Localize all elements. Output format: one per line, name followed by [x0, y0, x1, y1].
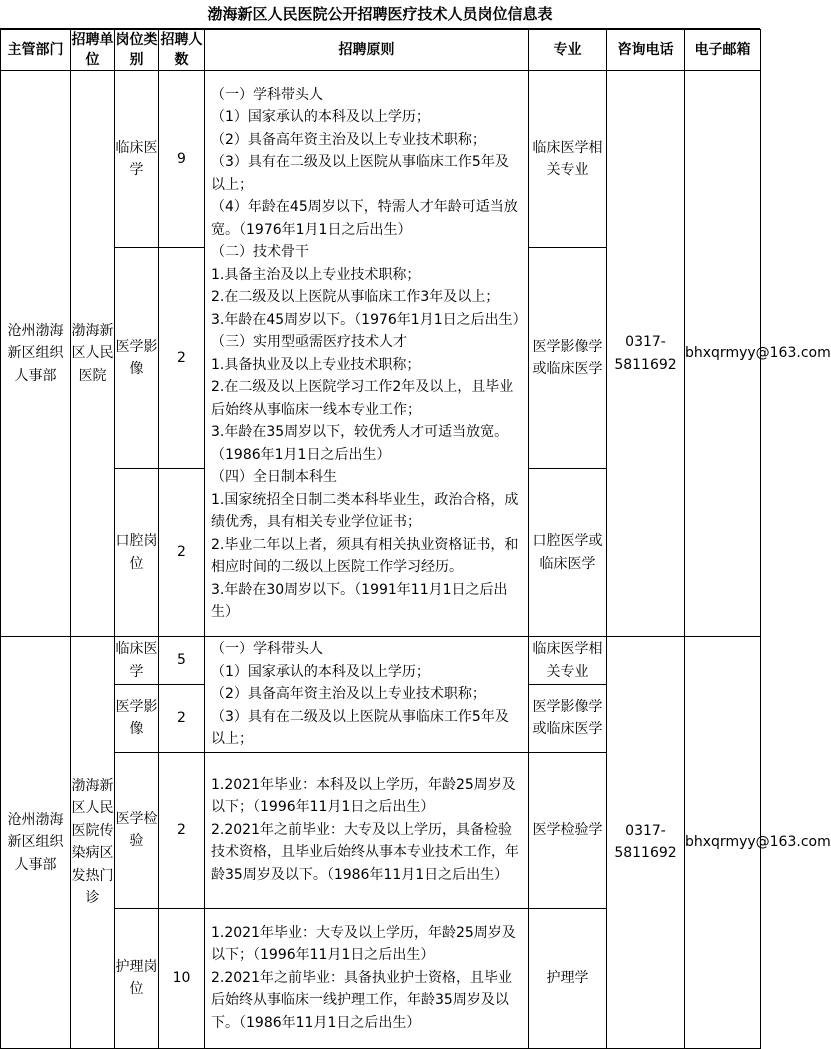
count-cell: 2 [159, 248, 205, 469]
header-email: 电子邮箱 [685, 30, 761, 71]
principle-line: 1.具备主治及以上专业技术职称； [211, 266, 421, 283]
header-count: 招聘人数 [159, 30, 205, 71]
table-row [1, 637, 761, 685]
category-cell: 护理岗位 [115, 908, 159, 1048]
header-phone: 咨询电话 [607, 30, 685, 71]
category-cell: 医学检验 [115, 752, 159, 908]
header-category: 岗位类别 [115, 30, 159, 71]
principle-line: 1.国家统招全日制二类本科毕业生，政治合格，成绩优秀，具有相关专业学位证书； [211, 491, 519, 530]
category-cell: 临床医学 [115, 71, 159, 248]
principle-line: 3.年龄在45周岁以下。（1976年1月1日之后出生） [211, 311, 527, 328]
count-cell: 10 [159, 908, 205, 1048]
major-cell: 医学影像学或临床医学 [529, 248, 607, 469]
header-major: 专业 [529, 30, 607, 71]
principle-line: 1.具备执业及以上专业技术职称； [211, 356, 421, 373]
unit-cell: 渤海新区人民医院传染病区发热门诊 [71, 637, 115, 1049]
major-cell: 医学影像学或临床医学 [529, 685, 607, 752]
category-cell: 口腔岗位 [115, 469, 159, 637]
category-cell: 医学影像 [115, 685, 159, 752]
principle-line: （2）具备高年资主治及以上专业技术职称； [211, 131, 486, 148]
major-cell: 医学检验学 [529, 752, 607, 908]
principle-cell [205, 71, 529, 637]
count-cell: 5 [159, 637, 205, 685]
dept-cell: 沧州渤海新区组织人事部 [1, 637, 71, 1049]
principle-line: 2.在二级及以上医院从事临床工作3年及以上； [211, 289, 500, 305]
principle-cell [205, 752, 529, 908]
principle-line: 3.年龄在35周岁以下，较优秀人才可适当放宽。（1986年1月1日之后出生） [211, 424, 509, 463]
principle-cell [205, 637, 529, 753]
principle-line: 1.2021年毕业：大专及以上学历，年龄25周岁及以下；（1996年11月1日之后出生） [211, 924, 516, 964]
principle-line: 2.2021年之前毕业：具备执业护士资格，且毕业后始终从事临床一线护理工作，年龄35周岁及以下。（1986年11月1日之后出生） [211, 969, 512, 1031]
count-cell: 9 [159, 71, 205, 248]
major-cell: 护理学 [529, 908, 607, 1048]
table-row [1, 71, 761, 248]
principle-line: （一）学科带头人 [211, 86, 323, 103]
principle-line: （4）年龄在45周岁以下，特需人才年龄可适当放宽。（1976年1月1日之后出生） [211, 199, 518, 238]
header-unit: 招聘单位 [71, 30, 115, 71]
table-title: 渤海新区人民医院公开招聘医疗技术人员岗位信息表 [0, 0, 760, 29]
principle-line: （二）技术骨干 [211, 244, 309, 260]
count-cell: 2 [159, 685, 205, 752]
principle-line: （三）实用型亟需医疗技术人才 [211, 334, 407, 350]
header-principle: 招聘原则 [205, 30, 529, 71]
principle-line: 2.毕业二年以上者，须具有相关执业资格证书，和相应时间的二级以上医院工作学习经历。 [211, 536, 519, 575]
principle-line: （1）国家承认的本科及以上学历； [211, 663, 430, 680]
principle-line: 3.年龄在30周岁以下。（1991年11月1日之后出生） [211, 581, 508, 620]
email-cell: bhxqrmyy@163.com [685, 71, 761, 637]
phone-cell: 0317-5811692 [607, 637, 685, 1049]
major-cell: 临床医学相关专业 [529, 637, 607, 685]
principle-cell [205, 908, 529, 1048]
principle-line: （四）全日制本科生 [211, 469, 337, 485]
principle-line: 2.2021年之前毕业：大专及以上学历，具备检验技术资格，且毕业后始终从事本专业技术工作，年龄35周岁及以下。（1986年11月1日之后出生） [211, 821, 519, 883]
principle-line: （3）具有在二级及以上医院从事临床工作5年及以上； [211, 154, 509, 193]
unit-cell: 渤海新区人民医院 [71, 71, 115, 637]
principle-line: （3）具有在二级及以上医院从事临床工作5年及以上； [211, 708, 509, 747]
count-cell: 2 [159, 469, 205, 637]
major-cell: 口腔医学或临床医学 [529, 469, 607, 637]
header-row [1, 30, 761, 71]
major-cell: 临床医学相关专业 [529, 71, 607, 248]
principle-line: （1）国家承认的本科及以上学历； [211, 109, 430, 125]
positions-table [0, 29, 831, 1049]
principle-line: （2）具备高年资主治及以上专业技术职称； [211, 686, 486, 702]
count-cell: 2 [159, 752, 205, 908]
dept-cell: 沧州渤海新区组织人事部 [1, 71, 71, 637]
email-cell: bhxqrmyy@163.com [685, 637, 761, 1049]
principle-line: 1.2021年毕业：本科及以上学历，年龄25周岁及以下；（1996年11月1日之后出生） [211, 776, 516, 816]
principle-line: 2.在二级及以上医院学习工作2年及以上，且毕业后始终从事临床一线本专业工作； [211, 379, 514, 418]
principle-line: （一）学科带头人 [211, 641, 323, 657]
category-cell: 临床医学 [115, 637, 159, 685]
phone-cell: 0317-5811692 [607, 71, 685, 637]
category-cell: 医学影像 [115, 248, 159, 469]
header-dept: 主管部门 [1, 30, 71, 71]
